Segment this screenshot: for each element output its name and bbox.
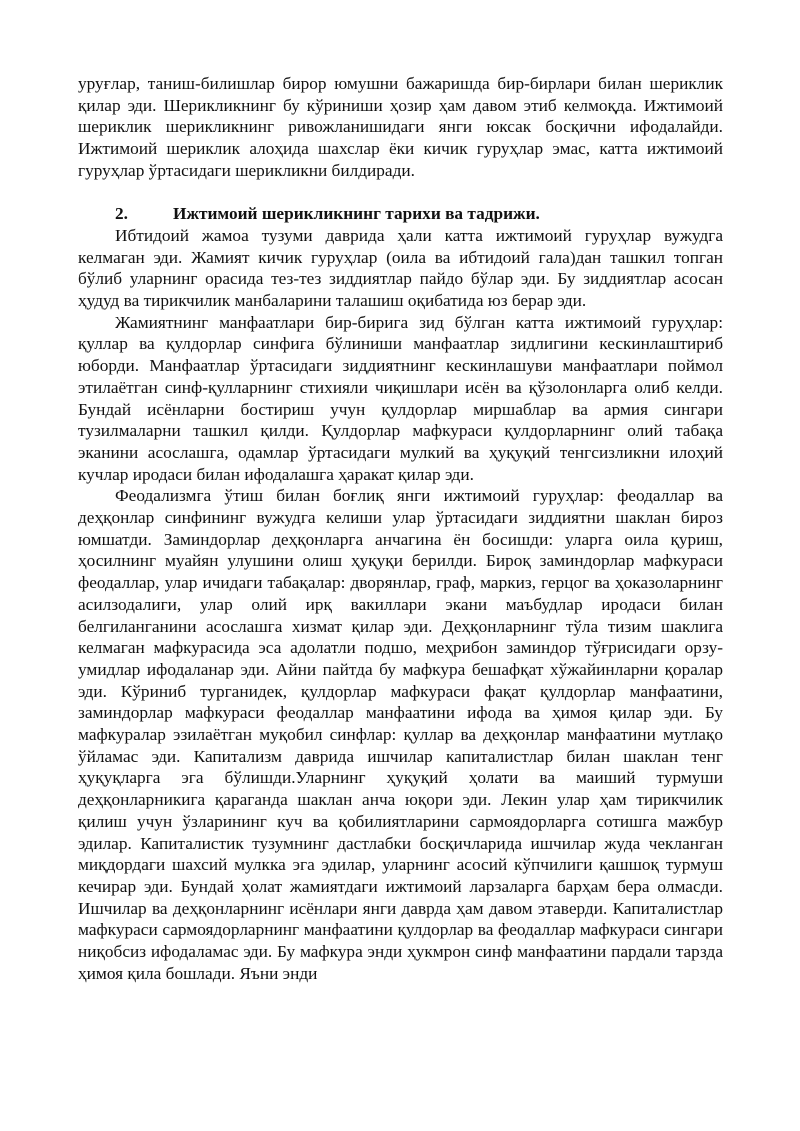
- section-number: 2.: [115, 204, 128, 224]
- section-title: Ижтимоий шерикликнинг тарихи ва тадрижи.: [173, 204, 540, 224]
- body-paragraph-1: Ибтидоий жамоа тузуми даврида ҳали катта ижтимоий гуруҳлар вужудга келмаган эди. Жамият кичик гуруҳлар (оила ва ибтидоий гала)дан ташкил топган бўлиб уларнинг орасида тез-тез зиддиятлар пайдо бўлар эди. Бу зиддиятлар асосан ҳудуд ва тирикчилик манбаларини талашиш оқибатида юз берар эди.: [78, 225, 723, 311]
- body-paragraph-3: Феодализмга ўтиш билан боғлиқ янги ижтимоий гуруҳлар: феодаллар ва деҳқонлар синфининг вужудга келиши улар ўртасидаги зиддиятни шаклан бироз юмшатди. Заминдорлар деҳқонларга анчагина ён босишди: уларга оила қуриш, ҳосилнинг муайян улушини олиш ҳуқуқи берилди. Бироқ заминдорлар мафкураси феодаллар, улар ичидаги табақалар: дворянлар, граф, маркиз, герцог ва ҳоказоларнинг асилзодалиги, улар олий ирқ вакиллари экани маъбудлар иродаси билан белгиланганини асослашга хизмат қилар эди. Деҳқонларнинг тўла тизим шаклига келмаган мафкурасида эса адолатли подшо, меҳрибон заминдор тўғрисидаги орзу-умидлар ифодаланар эди. Айни пайтда бу мафкура бешафқат хўжайинларни қоралар эди. Кўриниб турганидек, қулдорлар мафкураси фақат қулдорлар манфаатини, заминдорлар мафкураси феодаллар манфаатини ифода ва ҳимоя қилар эди. Бу мафкуралар эзилаётган муқобил синфлар: қуллар ва деҳқонлар манфаатини мутлақо ўйламас эди. Капитализм даврида ишчилар капиталистлар билан шаклан тенг ҳуқуқларга эга бўлишди.Уларнинг ҳуқуқий ҳолати ва маиший турмуши деҳқонларникига қараганда шаклан анча юқори эди. Лекин улар ҳам тирикчилик қилиш учун ўзларининг куч ва қобилиятларини сармоядорларга сотишга мажбур эдилар. Капиталистик тузумнинг дастлабки босқичларида ишчилар жуда чекланган миқдордаги шахсий мулкка эга эдилар, уларнинг асосий кўпчилиги қашшоқ турмуш кечирар эди. Бундай ҳолат жамиятдаги ижтимоий ларзаларга барҳам бера олмасди. Ишчилар ва деҳқонларнинг исёнлари янги даврда ҳам давом этаверди. Капиталистлар мафкураси сармоядорларнинг манфаатини қулдорлар ва феодаллар мафкураси сингари ниқобсиз ифодаламас эди. Бу мафкура энди ҳукмрон синф манфаатини пардали тарзда ҳимоя қила бошлади. Яъни энди: [78, 486, 723, 983]
- body-paragraph-2: Жамиятнинг манфаатлари бир-бирига зид бўлган катта ижтимоий гуруҳлар: қуллар ва қулдорлар синфига бўлиниши манфаатлар зидлигини кескинлаштириб юборди. Манфаатлар ўртасидаги зиддиятнинг кескинлашуви манфаатлари поймол этилаётган синф-қулларнинг стихияли чиқишлари исён ва қўзолонларга олиб келди. Бундай исёнларни бостириш учун қулдорлар миршаблар ва армия сингари тузилмаларни ташкил қилди. Қулдорлар мафкураси қулдорларнинг олий табақа эканини асослашга, одамлар ўртасидаги мулкий ва ҳуқуқий тенгсизликни илоҳий кучлар иродаси билан ифодалашга ҳаракат қилар эди.: [78, 312, 723, 484]
- intro-paragraph: уруғлар, таниш-билишлар бирор юмушни бажаришда бир-бирлари билан шериклик қилар эди. Шерикликнинг бу кўриниши ҳозир ҳам давом этиб келмоқда. Ижтимоий шериклик шерикликнинг ривожланишидаги янги юксак босқични ифодалайди. Ижтимоий шериклик алоҳида шахслар ёки кичик гуруҳлар эмас, катта ижтимоий гуруҳлар ўртасидаги шерикликни билдиради.: [78, 74, 723, 180]
- section-heading: [78, 203, 723, 225]
- paragraph-spacer: [78, 182, 723, 204]
- document-page: [78, 73, 723, 985]
